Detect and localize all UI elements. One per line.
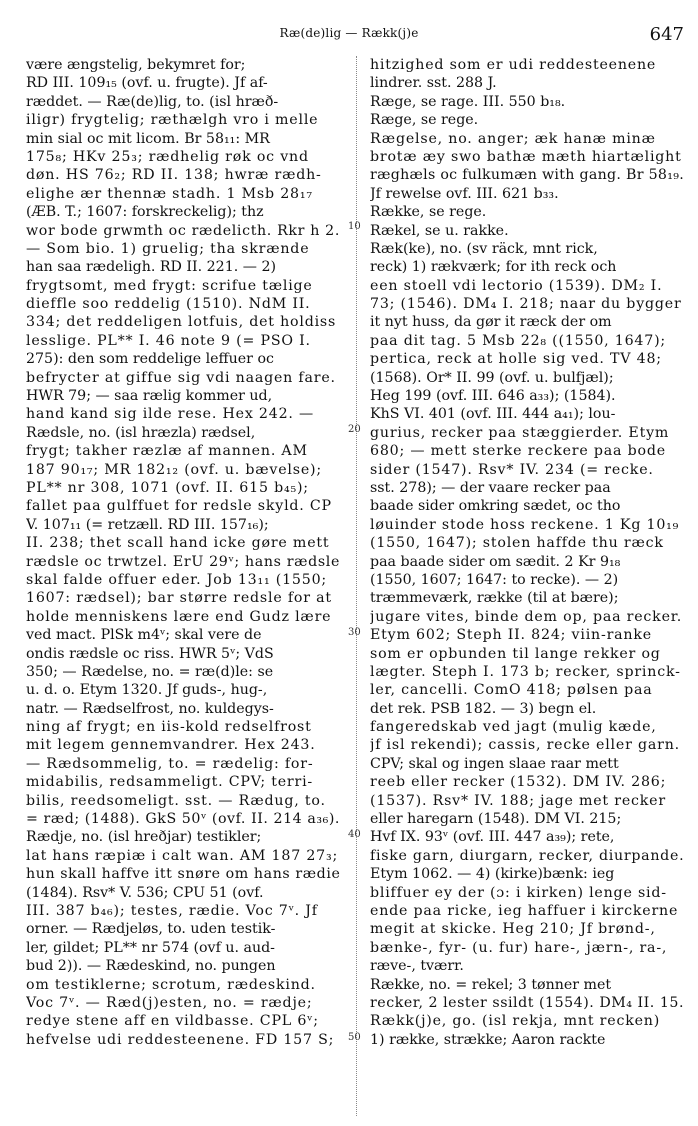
text-line: jugare vites, binde dem op, paa recker. bbox=[370, 608, 683, 625]
text-line: elighe ær thennæ stadh. 1 Msb 28₁₇ bbox=[26, 185, 313, 202]
text-line: holde menniskens lære end Gudz lære bbox=[26, 608, 332, 625]
text-line: RD III. 109₁₅ (ovf. u. frugte). Jf af- bbox=[26, 75, 268, 92]
text-line: reck) 1) rækværk; for ith reck och bbox=[370, 259, 617, 276]
text-line: lægter. Steph I. 173 b; recker, sprinck- bbox=[370, 663, 681, 680]
text-line: sst. 278); — der vaare recker paa bbox=[370, 479, 611, 496]
left-column bbox=[26, 56, 342, 1049]
right-column bbox=[370, 56, 686, 1049]
text-line: (ÆB. T.; 1607: forskreckelig); thz bbox=[26, 204, 264, 221]
text-line: min sial oc mit licom. Br 58₁₁: MR bbox=[26, 130, 270, 147]
text-line: 275): den som reddelige leffuer oc bbox=[26, 351, 274, 368]
text-line: ved mact. PlSk m4ᵛ; skal vere de bbox=[26, 627, 262, 644]
text-line: fiske garn, diurgarn, recker, diurpande. bbox=[370, 847, 685, 864]
text-line: Rækk(j)e, go. (isl rekja, mnt recken) bbox=[370, 1013, 661, 1030]
text-line: HWR 79; — saa rælig kommer ud, bbox=[26, 388, 273, 405]
text-line: sider (1547). Rsv* IV. 234 (= recke. bbox=[370, 461, 654, 478]
text-line: Rædsle, no. (isl hræzla) rædsel, bbox=[26, 424, 256, 441]
text-line: jf isl rekendi); cassis, recke eller garn. bbox=[370, 737, 680, 754]
column-divider bbox=[356, 56, 357, 1116]
text-line: 73; (1546). DM₄ I. 218; naar du bygger bbox=[370, 296, 682, 313]
text-line: Etym 1062. — 4) (kirke)bænk: ieg bbox=[370, 866, 615, 883]
text-line: 1607: rædsel); bar større redsle for at bbox=[26, 590, 332, 607]
text-line: ende paa ricke, ieg haffuer i kirckerne bbox=[370, 902, 679, 919]
text-line: paa baade sider om sædit. 2 Kr 9₁₈ bbox=[370, 553, 621, 570]
text-line: Ræge, se rage. III. 550 b₁₈. bbox=[370, 93, 566, 110]
text-line: 334; det reddeligen lotfuis, det holdiss bbox=[26, 314, 337, 331]
text-line: løuinder stode hoss reckene. 1 Kg 10₁₉ bbox=[370, 516, 680, 533]
text-line: — Rædsommelig, to. = rædelig: for- bbox=[26, 755, 314, 772]
text-line: (1550, 1607; 1647: to recke). — 2) bbox=[370, 571, 619, 588]
text-line: Række, no. = rekel; 3 tønner met bbox=[370, 976, 612, 993]
page-header bbox=[0, 22, 698, 48]
text-line: brotæ æy swo bathæ mæth hiartælight bbox=[370, 148, 682, 165]
text-line: eller haregarn (1548). DM VI. 215; bbox=[370, 811, 622, 828]
text-line: Ræge, se rege. bbox=[370, 112, 479, 129]
text-line: II. 238; thet scall hand icke gøre mett bbox=[26, 535, 330, 552]
text-line: 187 90₁₇; MR 182₁₂ (ovf. u. bævelse); bbox=[26, 461, 322, 478]
text-line: befrycter at giffue sig vdi naagen fare. bbox=[26, 369, 336, 386]
text-line: bænke-, fyr- (u. fur) hare-, jærn-, ra-, bbox=[370, 939, 668, 956]
text-line: Voc 7ᵛ. — Ræd(j)esten, no. = rædje; bbox=[26, 994, 313, 1011]
text-line: reeb eller recker (1532). DM IV. 286; bbox=[370, 774, 667, 791]
text-line: 1) række, strække; Aaron rackte bbox=[370, 1031, 606, 1048]
text-line: Rækel, se u. rakke. bbox=[370, 222, 509, 239]
text-line: hun skall haffve itt snøre om hans rædie bbox=[26, 866, 341, 883]
text-line: it nyt huss, da gør it ræck der om bbox=[370, 314, 612, 331]
text-line: Hvf IX. 93ᵛ (ovf. III. 447 a₃₉); rete, bbox=[370, 829, 615, 846]
text-line: lindrer. sst. 288 J. bbox=[370, 75, 497, 92]
text-line: ler, cancelli. ComO 418; pølsen paa bbox=[370, 682, 653, 699]
line-marker: 10 bbox=[348, 221, 361, 232]
text-line: lat hans ræpiæ i calt wan. AM 187 27₃; bbox=[26, 847, 339, 864]
text-line: een stoell vdi lectorio (1539). DM₂ I. bbox=[370, 277, 663, 294]
text-line: hitzighed som er udi reddesteenene bbox=[370, 57, 657, 73]
line-marker: 30 bbox=[348, 627, 361, 638]
text-line: gurius, recker paa stæggierder. Etym bbox=[370, 424, 670, 441]
text-line: KhS VI. 401 (ovf. III. 444 a₄₁); lou- bbox=[370, 406, 616, 423]
text-line: bilis, reedsomeligt. sst. — Rædug, to. bbox=[26, 792, 326, 809]
text-line: Jf rewelse ovf. III. 621 b₃₃. bbox=[370, 185, 559, 202]
text-line: Rædje, no. (isl hreðjar) testikler; bbox=[26, 829, 262, 846]
text-line: wor bode grwmth oc rædelicth. Rkr h 2. bbox=[26, 222, 340, 239]
text-line: V. 107₁₁ (= retzæll. RD III. 157₁₆); bbox=[26, 516, 269, 533]
text-line: (1568). Or* II. 99 (ovf. u. bulfjæl); bbox=[370, 369, 614, 386]
text-line: = ræd; (1488). GkS 50ᵛ (ovf. II. 214 a₃₆). bbox=[26, 811, 340, 828]
text-line: ræddet. — Ræ(de)lig, to. (isl hræð- bbox=[26, 93, 279, 110]
text-line: Etym 602; Steph II. 824; viin-ranke bbox=[370, 627, 652, 644]
text-line: bud 2)). — Rædeskind, no. pungen bbox=[26, 958, 276, 975]
text-line: megit at skicke. Heg 210; Jf brønd-, bbox=[370, 921, 656, 938]
text-line: paa dit tag. 5 Msb 22₈ ((1550, 1647); bbox=[370, 332, 667, 349]
text-line: orner. — Rædjeløs, to. uden testik- bbox=[26, 921, 276, 938]
text-line: ler, gildet; PL** nr 574 (ovf u. aud- bbox=[26, 939, 275, 956]
line-marker: 50 bbox=[348, 1032, 361, 1043]
text-line: rædsle oc trwtzel. ErU 29ᵛ; hans rædsle bbox=[26, 553, 340, 570]
text-line: om testiklerne; scrotum, rædeskind. bbox=[26, 976, 316, 993]
text-line: Ræk(ke), no. (sv räck, mnt rick, bbox=[370, 240, 598, 257]
text-line: ning af frygt; en iis-kold redselfrost bbox=[26, 719, 312, 736]
text-line: ræghæls oc fulkumæn with gang. Br 58₁₉. bbox=[370, 167, 684, 184]
text-line: ondis rædsle oc riss. HWR 5ᵛ; VdS bbox=[26, 645, 274, 662]
text-line: Rægelse, no. anger; æk hanæ minæ bbox=[370, 130, 656, 147]
text-line: (1484). Rsv* V. 536; CPU 51 (ovf. bbox=[26, 884, 264, 901]
text-line: være ængstelig, bekymret for; bbox=[26, 57, 246, 73]
text-line: u. d. o. Etym 1320. Jf guds-, hug-, bbox=[26, 682, 268, 699]
text-line: bliffuer ey der (ɔ: i kirken) lenge sid- bbox=[370, 884, 667, 901]
text-line: 680; — mett sterke reckere paa bode bbox=[370, 443, 666, 460]
page-number: 647 bbox=[649, 24, 684, 45]
text-line: natr. — Rædselfrost, no. kuldegys- bbox=[26, 700, 274, 717]
text-line: ræve-, tværr. bbox=[370, 958, 464, 975]
text-line: 350; — Rædelse, no. = ræ(d)le: se bbox=[26, 663, 274, 680]
text-line: træmmeværk, række (til at bære); bbox=[370, 590, 619, 607]
text-line: som er opbunden til lange rekker og bbox=[370, 645, 661, 662]
running-head: Ræ(de)lig — Rækk(j)e bbox=[279, 26, 419, 40]
text-line: recker, 2 lester ssildt (1554). DM₄ II. 15. bbox=[370, 994, 684, 1011]
text-line: PL** nr 308, 1071 (ovf. II. 615 b₄₅); bbox=[26, 479, 309, 496]
text-line: midabilis, redsammeligt. CPV; terri- bbox=[26, 774, 314, 791]
text-line: døn. HS 76₂; RD II. 138; hwræ rædh- bbox=[26, 167, 322, 184]
text-line: skal falde offuer eder. Job 13₁₁ (1550; bbox=[26, 571, 327, 588]
text-line: baade sider omkring sædet, oc tho bbox=[370, 498, 621, 515]
text-line: det rek. PSB 182. — 3) begn el. bbox=[370, 700, 597, 717]
text-line: dieffle soo reddelig (1510). NdM II. bbox=[26, 296, 311, 313]
line-marker: 40 bbox=[348, 829, 361, 840]
text-line: hefvelse udi reddesteenene. FD 157 S; bbox=[26, 1031, 335, 1048]
text-line: lesslige. PL** I. 46 note 9 (= PSO I. bbox=[26, 332, 311, 349]
text-line: fallet paa gulffuet for redsle skyld. CP bbox=[26, 498, 332, 515]
text-line: mit legem gennemvandrer. Hex 243. bbox=[26, 737, 316, 754]
line-marker: 20 bbox=[348, 424, 361, 435]
text-line: redye stene aff en vildbasse. CPL 6ᵛ; bbox=[26, 1013, 319, 1030]
text-line: hand kand sig ilde rese. Hex 242. — bbox=[26, 406, 315, 423]
text-line: Heg 199 (ovf. III. 646 a₃₃); (1584). bbox=[370, 388, 616, 405]
text-line: pertica, reck at holle sig ved. TV 48; bbox=[370, 351, 662, 368]
text-line: — Som bio. 1) gruelig; tha skrænde bbox=[26, 240, 310, 257]
text-line: frygtsomt, med frygt: scrifue tælige bbox=[26, 277, 313, 294]
text-line: fangeredskab ved jagt (mulig kæde, bbox=[370, 719, 657, 736]
text-line: CPV; skal og ingen slaae raar mett bbox=[370, 755, 619, 772]
text-line: (1550, 1647); stolen haffde thu ræck bbox=[370, 535, 664, 552]
text-line: 175₈; HKv 25₃; rædhelig røk oc vnd bbox=[26, 148, 309, 165]
text-line: III. 387 b₄₆); testes, rædie. Voc 7ᵛ. Jf bbox=[26, 902, 318, 919]
text-line: han saa rædeligh. RD II. 221. — 2) bbox=[26, 259, 277, 276]
text-line: iligr) frygtelig; ræthælgh vro i melle bbox=[26, 112, 319, 129]
text-line: Række, se rege. bbox=[370, 204, 487, 221]
text-line: (1537). Rsv* IV. 188; jage met recker bbox=[370, 792, 666, 809]
text-line: frygt; takher ræzlæ af mannen. AM bbox=[26, 443, 308, 460]
